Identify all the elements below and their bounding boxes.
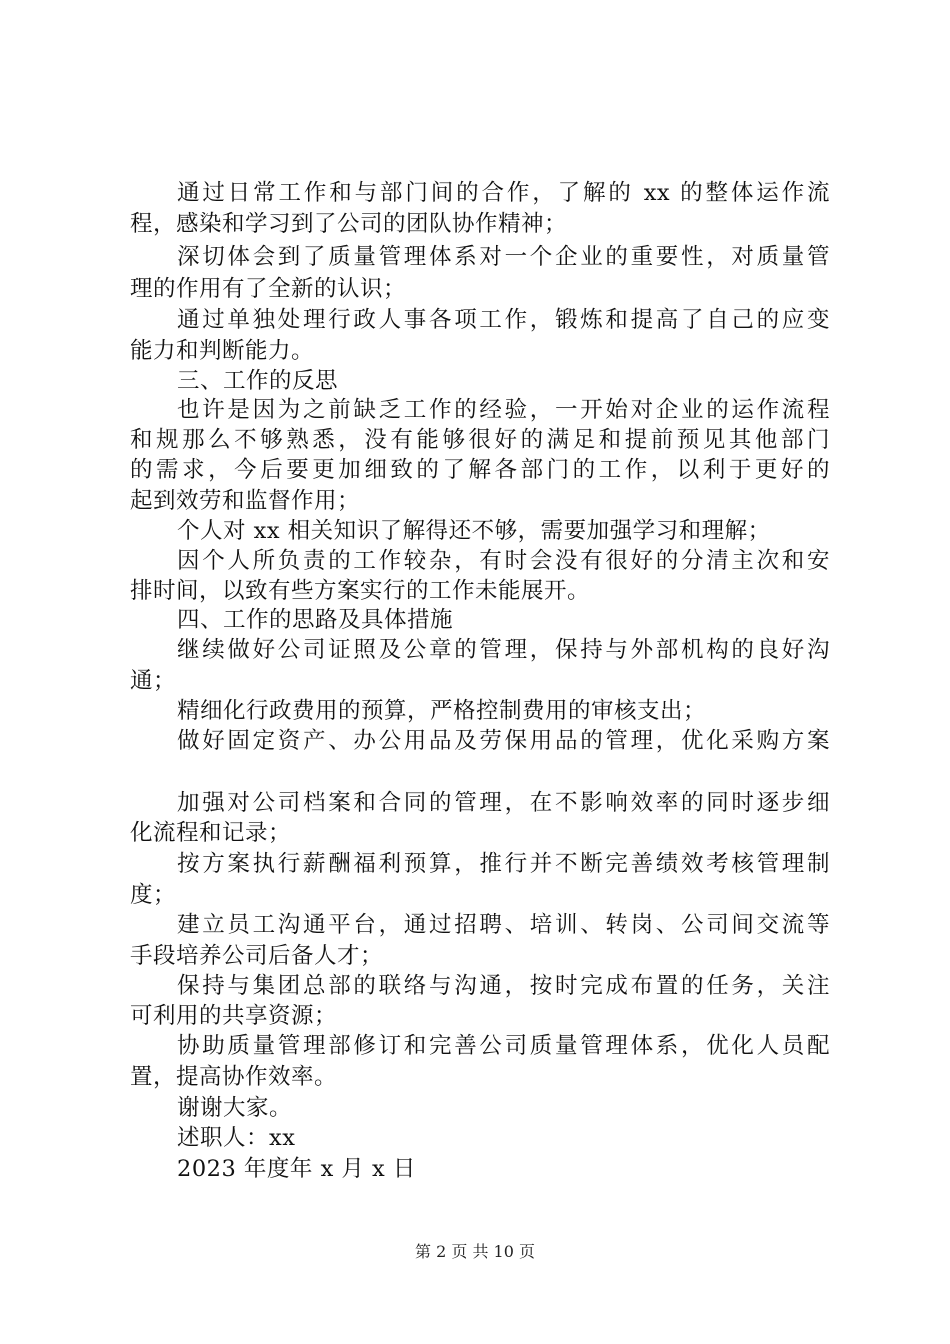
- body-line: 的需求，今后要更加细致的了解各部门的工作，以利于更好的: [130, 457, 830, 483]
- body-line: 做好固定资产、办公用品及劳保用品的管理，优化采购方案: [177, 728, 830, 754]
- body-line: 起到效劳和监督作用；: [130, 488, 361, 514]
- signature-line: 述职人：xx: [177, 1125, 296, 1151]
- body-line: 按方案执行薪酬福利预算，推行并不断完善绩效考核管理制: [177, 851, 830, 877]
- section-heading: 四、工作的思路及具体措施: [177, 607, 454, 633]
- body-line: 能力和判断能力。: [130, 338, 315, 364]
- body-line: 协助质量管理部修订和完善公司质量管理体系，优化人员配: [177, 1033, 830, 1059]
- body-line: 程，感染和学习到了公司的团队协作精神；: [130, 211, 568, 237]
- body-line: 通过单独处理行政人事各项工作，锻炼和提高了自己的应变: [177, 307, 830, 333]
- closing-line: 谢谢大家。: [177, 1095, 293, 1121]
- date-line: 2023 年度年 x 月 x 日: [177, 1156, 416, 1182]
- body-line: 度；: [130, 882, 177, 908]
- body-line: 排时间，以致有些方案实行的工作未能展开。: [130, 578, 591, 604]
- section-heading: 三、工作的反思: [177, 368, 339, 394]
- body-line: 化流程和记录；: [130, 820, 292, 846]
- body-line: 深切体会到了质量管理体系对一个企业的重要性，对质量管: [177, 244, 830, 270]
- body-line: 也许是因为之前缺乏工作的经验，一开始对企业的运作流程: [177, 397, 830, 423]
- body-line: 可利用的共享资源；: [130, 1003, 338, 1029]
- page-number-footer: 第 2 页 共 10 页: [415, 1242, 535, 1261]
- body-line: 因个人所负责的工作较杂，有时会没有很好的分清主次和安: [177, 548, 830, 574]
- body-line: 手段培养公司后备人才；: [130, 943, 384, 969]
- body-line: 通过日常工作和与部门间的合作，了解的 xx 的整体运作流: [177, 180, 830, 206]
- body-line: 加强对公司档案和合同的管理，在不影响效率的同时逐步细: [177, 790, 830, 816]
- body-line: 继续做好公司证照及公章的管理，保持与外部机构的良好沟: [177, 637, 830, 663]
- body-line: 和规那么不够熟悉，没有能够很好的满足和提前预见其他部门: [130, 427, 830, 453]
- body-line: 置，提高协作效率。: [130, 1064, 338, 1090]
- body-line: 保持与集团总部的联络与沟通，按时完成布置的任务，关注: [177, 973, 830, 999]
- body-line: 个人对 xx 相关知识了解得还不够，需要加强学习和理解；: [177, 518, 771, 544]
- body-line: 建立员工沟通平台，通过招聘、培训、转岗、公司间交流等: [177, 912, 830, 938]
- body-line: 理的作用有了全新的认识；: [130, 276, 407, 302]
- body-line: 精细化行政费用的预算，严格控制费用的审核支出；: [177, 698, 707, 724]
- body-line: 通；: [130, 668, 177, 694]
